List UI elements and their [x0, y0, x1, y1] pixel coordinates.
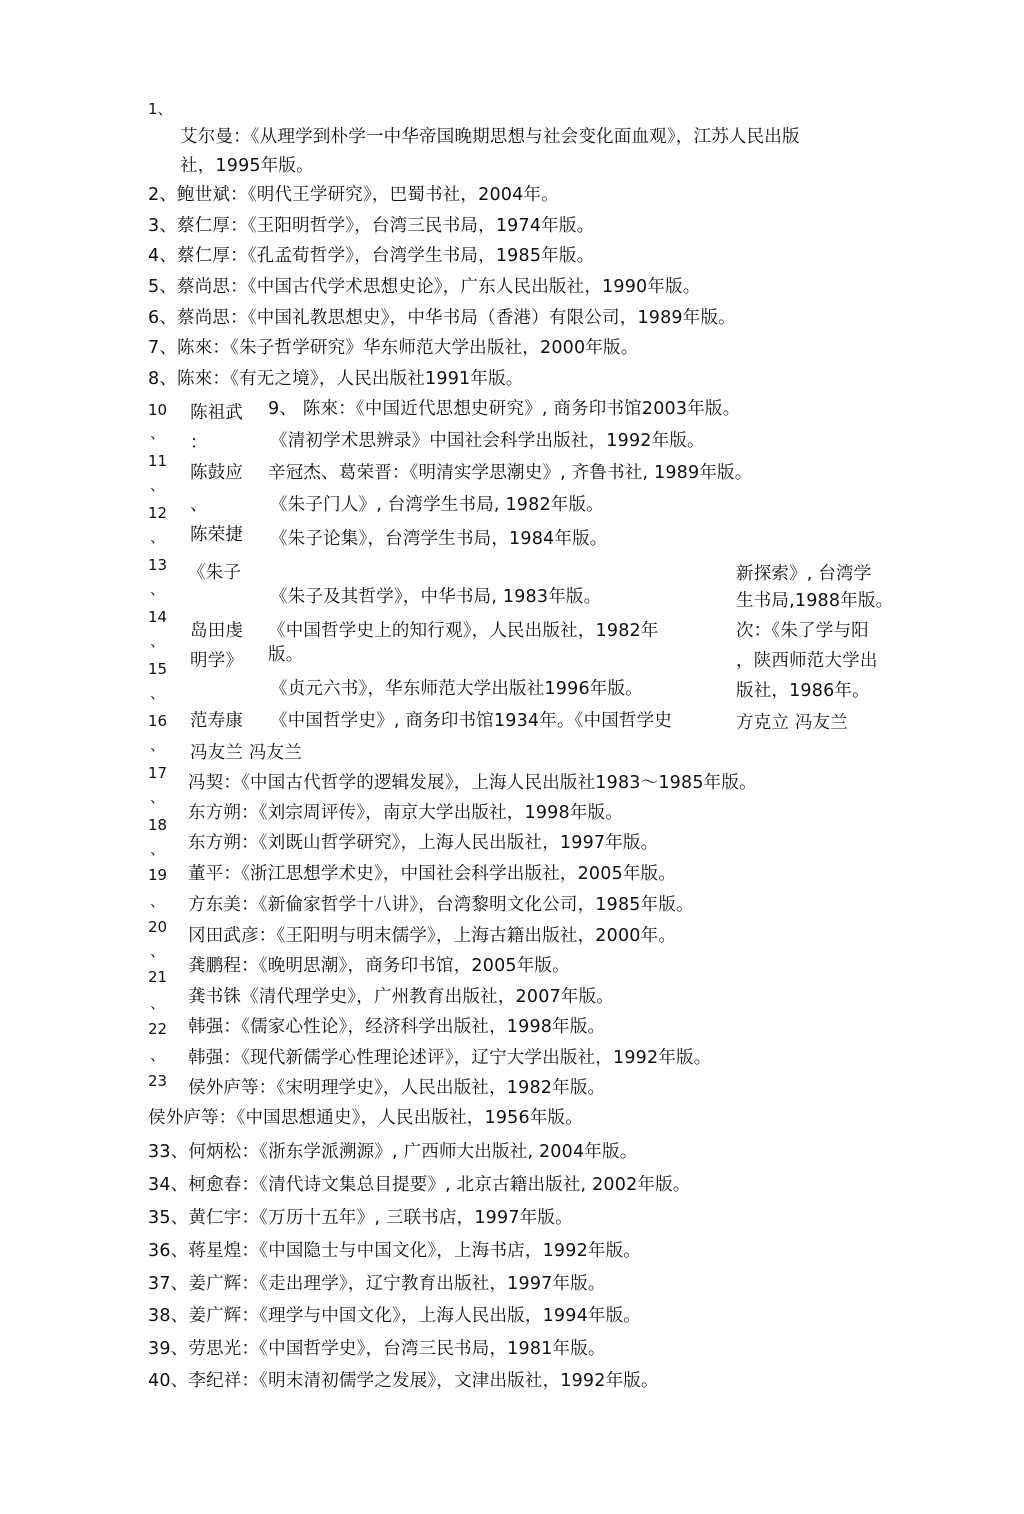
bibliography-entry: 35、黄仁宇：《万历十五年》, 三联书店，1997年版。: [148, 1208, 573, 1228]
bibliography-entry: 38、姜广辉：《理学与中国文化》，上海人民出版，1994年版。: [148, 1306, 642, 1326]
bibliography-fragment: 版。: [268, 645, 304, 665]
bibliography-fragment: 《中国哲学史上的知行观》，人民出版社，1982年: [268, 621, 659, 641]
entry-number: 12: [148, 504, 168, 522]
entry-number: 20: [148, 918, 168, 936]
bibliography-entry: 6、蔡尚思：《中国礼教思想史》，中华书局（香港）有限公司，1989年版。: [148, 308, 736, 328]
entry-number: 、: [150, 892, 166, 910]
entry-number: 、: [150, 528, 166, 546]
author-fragment: 陈鼓应: [190, 463, 244, 483]
entry-line: 社，1995年版。: [180, 156, 314, 176]
bibliography-entry: 冈田武彦：《王阳明与明末儒学》，上海古籍出版社，2000年。: [188, 926, 677, 946]
bibliography-fragment: 辛冠杰、葛荣晋：《明清实学思潮史》, 齐鲁书社, 1989年版。: [268, 463, 753, 483]
entry-number: 16: [148, 712, 168, 730]
entry-number: 13: [148, 556, 168, 574]
bibliography-entry: 冯契：《中国古代哲学的逻辑发展》，上海人民出版社1983～1985年版。: [188, 773, 757, 793]
author-fragment: ：: [190, 433, 208, 453]
bibliography-entry: 33、何炳松：《浙东学派溯源》, 广西师大出版社, 2004年版。: [148, 1142, 638, 1162]
entry-number: 10: [148, 401, 168, 419]
bibliography-entry: 侯外庐等：《宋明理学史》，人民出版社，1982年版。: [188, 1078, 606, 1098]
entry-number: 、: [150, 632, 166, 650]
entry-number: 11: [148, 452, 168, 470]
author-fragment: 明学》: [190, 651, 244, 671]
entry-number: 、: [150, 840, 166, 858]
entry-number: 15: [148, 660, 168, 678]
entry-number: 、: [150, 1046, 166, 1064]
bibliography-fragment: 生书局,1988年版。: [736, 591, 894, 611]
author-fragment: 、: [190, 495, 208, 515]
author-fragment: 范寿康: [190, 711, 244, 731]
bibliography-fragment: 方克立 冯友兰: [736, 713, 848, 733]
bibliography-entry: 韩强：《现代新儒学心性理论述评》，辽宁大学出版社，1992年版。: [188, 1048, 712, 1068]
bibliography-entry: 侯外庐等：《中国思想通史》，人民出版社，1956年版。: [148, 1108, 583, 1128]
bibliography-entry: 39、劳思光：《中国哲学史》，台湾三民书局，1981年版。: [148, 1339, 606, 1359]
bibliography-entry: 4、蔡仁厚：《孔孟荀哲学》，台湾学生书局，1985年版。: [148, 246, 595, 266]
bibliography-entry: 36、蒋星煌：《中国隐士与中国文化》，上海书店，1992年版。: [148, 1241, 642, 1261]
bibliography-entry: 韩强：《儒家心性论》，经济科学出版社，1998年版。: [188, 1017, 606, 1037]
author-fragment: 冯友兰 冯友兰: [190, 743, 302, 763]
entry-number: 21: [148, 968, 168, 986]
bibliography-fragment: 新探索》, 台湾学: [736, 564, 872, 584]
bibliography-entry: 5、蔡尚思：《中国古代学术思想史论》，广东人民出版社，1990年版。: [148, 277, 701, 297]
entry-line: 艾尔曼：《从理学到朴学一中华帝国晚期思想与社会变化面血观》，江苏人民出版: [180, 127, 800, 147]
bibliography-fragment: 《贞元六书》，华东师范大学出版社1996年版。: [270, 679, 643, 699]
bibliography-fragment: 《朱子论集》，台湾学生书局，1984年版。: [270, 529, 608, 549]
bibliography-fragment: 9、 陈來：《中国近代思想史研究》, 商务印书馆2003年版。: [268, 399, 741, 419]
bibliography-entry: 7、陈來：《朱子哲学研究》华东师范大学出版社，2000年版。: [148, 338, 639, 358]
entry-number: 17: [148, 764, 168, 782]
entry-number: 、: [150, 942, 166, 960]
bibliography-entry: 34、柯愈春：《清代诗文集总目提要》, 北京古籍出版社, 2002年版。: [148, 1175, 691, 1195]
bibliography-entry: 东方朔：《刘宗周评传》，南京大学出版社，1998年版。: [188, 803, 623, 823]
bibliography-entry: 8、陈來：《有无之境》，人民出版社1991年版。: [148, 369, 524, 389]
entry-number: 、: [150, 736, 166, 754]
bibliography-fragment: ，陕西师范大学出: [736, 651, 878, 671]
entry-number: 、: [150, 424, 166, 442]
bibliography-entry: 方东美：《新倫家哲学十八讲》，台湾黎明文化公司，1985年版。: [188, 895, 694, 915]
entry-number: 23: [148, 1072, 168, 1090]
entry-number: 、: [150, 788, 166, 806]
bibliography-fragment: 版社，1986年。: [736, 681, 870, 701]
bibliography-fragment: 《朱子门人》, 台湾学生书局, 1982年版。: [270, 495, 604, 515]
bibliography-entry: 东方朔：《刘既山哲学研究》，上海人民出版社，1997年版。: [188, 833, 659, 853]
bibliography-entry: 37、姜广辉：《走出理学》，辽宁教育出版社，1997年版。: [148, 1274, 606, 1294]
entry-number: 、: [150, 684, 166, 702]
author-fragment: 陈祖武: [190, 403, 244, 423]
entry-number: 22: [148, 1020, 168, 1038]
entry-number: 、: [150, 580, 166, 598]
entry-number: 19: [148, 866, 168, 884]
author-fragment: 陈荣捷: [190, 525, 244, 545]
entry-number: 1、: [148, 100, 173, 118]
entry-number: 14: [148, 608, 168, 626]
bibliography-entry: 3、蔡仁厚：《王阳明哲学》，台湾三民书局，1974年版。: [148, 216, 595, 236]
bibliography-entry: 董平：《浙江思想学术史》，中国社会科学出版社，2005年版。: [188, 864, 677, 884]
bibliography-fragment: 《清初学术思辨录》中国社会科学出版社，1992年版。: [270, 431, 705, 451]
entry-number: 18: [148, 816, 168, 834]
bibliography-entry: 龚书铢《清代理学史》，广州教育出版社，2007年版。: [188, 987, 614, 1007]
bibliography-fragment: 次：《朱了学与阳: [736, 621, 869, 641]
entry-number: 、: [150, 476, 166, 494]
bibliography-fragment: 《中国哲学史》, 商务印书馆1934年。《中国哲学史: [270, 711, 673, 731]
bibliography-entry: 龚鹏程：《晚明思潮》，商务印书馆，2005年版。: [188, 956, 570, 976]
entry-number: 、: [150, 994, 166, 1012]
bibliography-entry: 2、鲍世斌：《明代王学研究》，巴蜀书社，2004年。: [148, 185, 559, 205]
bibliography-fragment: 《朱子及其哲学》，中华书局, 1983年版。: [270, 587, 602, 607]
bibliography-entry: 40、李纪祥：《明末清初儒学之发展》，文津出版社，1992年版。: [148, 1371, 659, 1391]
author-fragment: 岛田虔: [190, 621, 244, 641]
author-fragment: 《朱子: [188, 563, 242, 583]
